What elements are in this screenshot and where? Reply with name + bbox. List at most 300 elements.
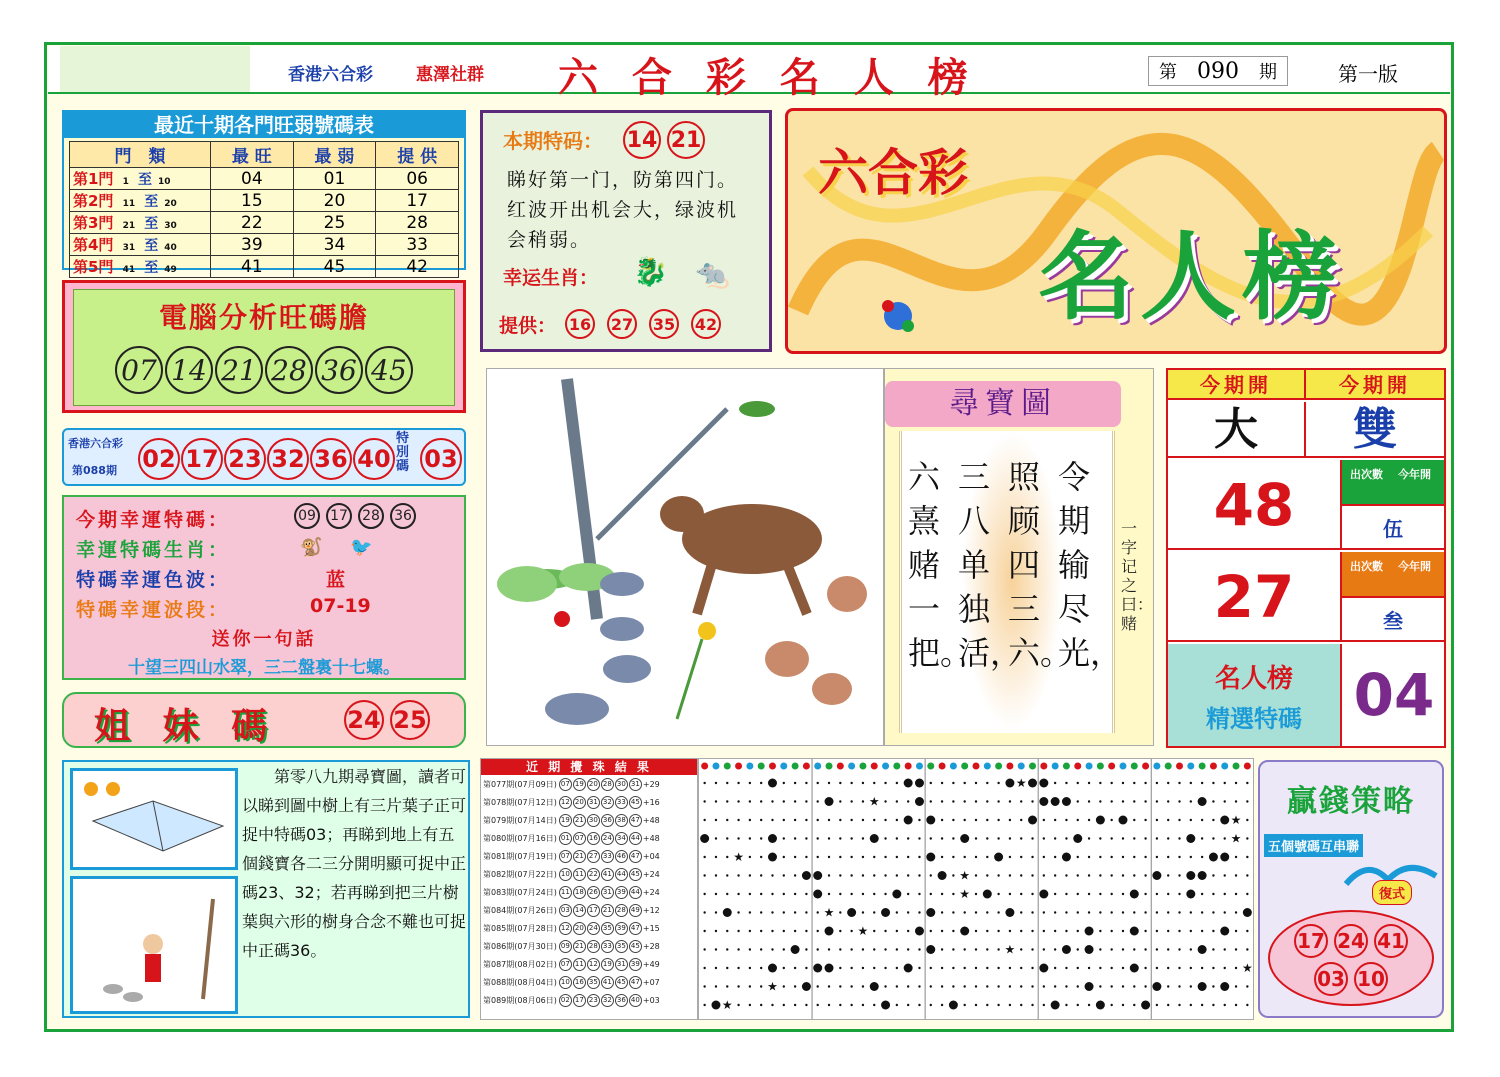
grid-dot: [1088, 911, 1090, 913]
grid-dot: [726, 985, 728, 987]
grid-dot: [941, 893, 943, 895]
strategy-row2: [1270, 962, 1432, 996]
grid-dot: [1122, 893, 1124, 895]
result-num: 39: [629, 958, 642, 971]
grid-header-dot: [1029, 763, 1036, 770]
result-sp: +16: [642, 797, 660, 807]
result-issue: 第088期: [483, 977, 515, 987]
results-panel: [480, 758, 698, 1020]
result-issue: 第077期: [483, 779, 515, 789]
grid-dot: [1031, 985, 1033, 987]
result-num: 20: [587, 778, 600, 791]
grid-dot: [1201, 911, 1203, 913]
grid-dot: [850, 819, 852, 821]
grid-dot: [805, 930, 807, 932]
grid-dot: [783, 911, 785, 913]
grid-dot: [896, 948, 898, 950]
grid-header-dot: [1187, 763, 1194, 770]
grid-dot: [715, 782, 717, 784]
grid-dot: [813, 871, 822, 880]
grid-dot: [907, 930, 909, 932]
grid-dot: [873, 911, 875, 913]
grid-dot: [873, 874, 875, 876]
grid-dot: [768, 964, 777, 973]
result-num: 41: [601, 868, 614, 881]
grid-dot: [817, 985, 819, 987]
grid-dot: [817, 1004, 819, 1006]
result-num: 18: [573, 886, 586, 899]
grid-dot: [850, 967, 852, 969]
strategy-tag: 復式: [1372, 880, 1412, 905]
grid-dot: [1167, 800, 1169, 802]
grid-header-dot: [995, 763, 1002, 770]
grid-dot: [862, 819, 864, 821]
sister-numbers: [344, 700, 430, 740]
result-num: 36: [615, 994, 628, 1007]
grid-dot: [1020, 819, 1022, 821]
table-header-0: 門 類: [70, 142, 211, 168]
result-num: 31: [615, 958, 628, 971]
grid-dot: [1043, 930, 1045, 932]
grid-dot: [1144, 967, 1146, 969]
door-from: 41: [119, 265, 139, 275]
grid-dot: [994, 853, 1003, 862]
strategy-ellipse: [1268, 910, 1434, 1006]
grid-dot: [794, 967, 796, 969]
result-num: 24: [587, 922, 600, 935]
number-ball: 03: [1314, 962, 1348, 996]
give-cell: 17: [376, 190, 459, 212]
grid-dot: [850, 930, 852, 932]
grid-dot: [802, 871, 811, 880]
grid-dot: [805, 967, 807, 969]
grid-dot: [825, 797, 834, 806]
grid-dot: [794, 911, 796, 913]
grid-dot: [1167, 856, 1169, 858]
min-cell: 34: [293, 234, 376, 256]
result-issue: 第083期: [483, 887, 515, 897]
grid-dot: [1235, 1004, 1237, 1006]
wang-ruo-table: [69, 141, 459, 278]
grid-dot: [783, 1004, 785, 1006]
grid-special-star: ★: [823, 905, 835, 920]
grid-dot: [1110, 800, 1112, 802]
last-result-label2: 第088期: [72, 464, 117, 477]
grid-dot: [703, 930, 705, 932]
grid-dot: [884, 856, 886, 858]
grid-dot: [749, 782, 751, 784]
grid-dot: [817, 948, 819, 950]
result-num: 02: [559, 994, 572, 1007]
grid-dot: [749, 856, 751, 858]
grid-dot: [1198, 945, 1207, 954]
grid-dot: [1212, 967, 1214, 969]
grid-dot: [703, 856, 705, 858]
grid-dot: [997, 782, 999, 784]
result-row: [481, 937, 697, 955]
grid-dot: [1122, 911, 1124, 913]
issue-number: 090: [1197, 58, 1239, 84]
grid-dot: [1178, 985, 1180, 987]
grid-dot: [1009, 930, 1011, 932]
grid-dot: [862, 856, 864, 858]
poem-column: 令期输尽光，: [1058, 458, 1123, 672]
result-date: (07月30日): [514, 941, 557, 951]
grid-dot: [1152, 982, 1161, 991]
grid-dot: [1178, 967, 1180, 969]
grid-dot: [930, 985, 932, 987]
max-cell: 39: [211, 234, 294, 256]
grid-dot: [1156, 782, 1158, 784]
grid-dot: [1031, 800, 1033, 802]
story-text: 第零八九期尋寶圖，讀者可以睇到圖中樹上有三片葉子正可捉中特碼03；再睇到地上有五個錢寶各二三分開明顯可捉中正碼23、32；若再睇到把三片樹葉與六形的樹身合念不難也可捉中正碼36。: [242, 767, 467, 960]
grid-dot: [986, 985, 988, 987]
rat-icon: 🐀: [695, 257, 730, 290]
grid-dot: [1099, 985, 1101, 987]
grid-dot: [1085, 927, 1094, 936]
grid-special-star: ★: [857, 924, 869, 938]
grid-dot: [1224, 837, 1226, 839]
result-num: 27: [587, 850, 600, 863]
grid-header-dot: [961, 763, 968, 770]
grid-dot: [805, 893, 807, 895]
grid-dot: [737, 985, 739, 987]
grid-dot: [1077, 874, 1079, 876]
grid-dot: [828, 819, 830, 821]
special-label-text: 本期特码：: [503, 129, 603, 153]
grid-dot: [1009, 874, 1011, 876]
grid-dot: [1099, 856, 1101, 858]
grid-header-dot: [780, 763, 787, 770]
grid-dot: [1235, 911, 1237, 913]
grid-dot: [1133, 948, 1135, 950]
grid-dot: [1031, 874, 1033, 876]
grid-dot: [1133, 782, 1135, 784]
grid-dot: [1077, 819, 1079, 821]
result-num: 44: [629, 886, 642, 899]
door-to-label: 至: [144, 260, 159, 276]
grid-header-dot: [871, 763, 878, 770]
grid-dot: [1122, 930, 1124, 932]
grid-dot: [1178, 874, 1180, 876]
grid-dot: [1235, 856, 1237, 858]
special-numbers: [623, 121, 705, 159]
grid-dot: [997, 819, 999, 821]
grid-header-dot: [837, 763, 844, 770]
lucky-panel: [62, 495, 466, 680]
grid-dot: [986, 856, 988, 858]
grid-dot: [1190, 819, 1192, 821]
grid-dot: [1198, 797, 1207, 806]
grid-dot: [726, 800, 728, 802]
result-num: 31: [601, 886, 614, 899]
special-label: 特別碼: [396, 431, 410, 474]
grid-dot: [1028, 779, 1037, 788]
grid-dot: [1186, 890, 1195, 899]
grid-dot: [805, 837, 807, 839]
grid-dot: [997, 948, 999, 950]
grid-dot: [896, 874, 898, 876]
result-row: [481, 901, 697, 919]
result-num: 36: [601, 814, 614, 827]
grid-dot: [1144, 800, 1146, 802]
result-num: 23: [587, 994, 600, 1007]
grid-dot: [1099, 911, 1101, 913]
dragon-icon: 🐉: [633, 255, 668, 288]
grid-dot: [975, 874, 977, 876]
grid-dot: [862, 800, 864, 802]
result-issue: 第078期: [483, 797, 515, 807]
number-ball: 40: [353, 438, 395, 480]
table-header-1: 最 旺: [211, 142, 294, 168]
grid-dot: [760, 856, 762, 858]
grid-dot: [783, 948, 785, 950]
grid-header-dot: [1040, 763, 1047, 770]
grid-dot: [1246, 874, 1248, 876]
grid-dot: [1235, 967, 1237, 969]
result-row: [481, 775, 697, 793]
result-num: 31: [587, 796, 600, 809]
grid-dot: [1009, 819, 1011, 821]
grid-dot: [952, 856, 954, 858]
grid-dot: [703, 1004, 705, 1006]
grid-dot: [960, 927, 969, 936]
result-date: (08月04日): [514, 977, 557, 987]
grid-dot: [703, 874, 705, 876]
grid-dot: [703, 985, 705, 987]
grid-dot: [1190, 930, 1192, 932]
grid-dot: [1031, 967, 1033, 969]
grid-header-dot: [1233, 763, 1240, 770]
grid-dot: [771, 911, 773, 913]
grid-dot: [817, 819, 819, 821]
grid-dot: [760, 874, 762, 876]
door-cell: [70, 234, 211, 256]
result-num: 07: [573, 832, 586, 845]
result-num: 45: [615, 976, 628, 989]
grid-dot: [737, 930, 739, 932]
grid-header-dot: [724, 763, 731, 770]
grid-dot: [715, 856, 717, 858]
grid-dot: [1020, 837, 1022, 839]
grid-dot: [1156, 893, 1158, 895]
grid-dot: [1065, 782, 1067, 784]
grid-dot: [1133, 985, 1135, 987]
grid-dot: [1054, 874, 1056, 876]
result-num: 44: [629, 832, 642, 845]
result-num: 14: [573, 904, 586, 917]
grid-dot: [850, 837, 852, 839]
grid-dot: [1212, 893, 1214, 895]
result-num: 49: [629, 904, 642, 917]
grid-dot: [1178, 856, 1180, 858]
grid-dot: [1201, 856, 1203, 858]
grid-dot: [850, 874, 852, 876]
grid-dot: [1031, 1004, 1033, 1006]
grid-dot: [794, 930, 796, 932]
grid-dot: [1099, 837, 1101, 839]
grid-dot: [1130, 964, 1139, 973]
grid-dot: [1178, 837, 1180, 839]
grid-header-dot: [1063, 763, 1070, 770]
poem-column: 照顾四三六。: [1008, 458, 1073, 672]
grid-dot: [1122, 985, 1124, 987]
grid-dot: [749, 874, 751, 876]
grid-dot: [1198, 982, 1207, 991]
grid-header-dot: [1108, 763, 1115, 770]
strategy-row1: [1270, 924, 1432, 958]
grid-dot: [1130, 890, 1139, 899]
grid-dot: [904, 816, 913, 825]
result-num: 16: [573, 976, 586, 989]
grid-dot: [892, 890, 901, 899]
result-issue: 第086期: [483, 941, 515, 951]
grid-header-dot: [973, 763, 980, 770]
grid-dot: [850, 985, 852, 987]
famous-number: 04: [1353, 661, 1435, 729]
grid-dot: [907, 948, 909, 950]
door-from: 11: [119, 199, 139, 209]
grid-dot: [737, 948, 739, 950]
number-ball: 45: [365, 346, 413, 394]
result-num: 47: [629, 850, 642, 863]
grid-dot: [1201, 930, 1203, 932]
grid-dot: [873, 782, 875, 784]
result-issue: 第079期: [483, 815, 515, 825]
result-num: 45: [629, 940, 642, 953]
result-num: 17: [587, 904, 600, 917]
grid-dot: [862, 893, 864, 895]
grid-dot: [1190, 856, 1192, 858]
grid-dot: [749, 911, 751, 913]
grid-dot: [918, 819, 920, 821]
grid-dot: [1110, 819, 1112, 821]
result-num: 03: [559, 904, 572, 917]
grid-dot: [975, 856, 977, 858]
grid-dot: [1224, 948, 1226, 950]
grid-header-dot: [848, 763, 855, 770]
grid-dot: [749, 948, 751, 950]
grid-dot: [941, 967, 943, 969]
right-n2: 27: [1168, 552, 1342, 642]
grid-dot: [1054, 856, 1056, 858]
grid-dot: [1065, 1004, 1067, 1006]
door-to-label: 至: [144, 216, 159, 232]
grid-dot: [839, 800, 841, 802]
grid-dot: [1122, 967, 1124, 969]
grid-dot: [884, 948, 886, 950]
grid-dot: [760, 985, 762, 987]
grid-special-star: ★: [1241, 961, 1253, 975]
result-sp: +04: [642, 851, 660, 861]
grid-dot: [862, 782, 864, 784]
grid-header-dot: [1153, 763, 1160, 770]
grid-dot: [1156, 819, 1158, 821]
grid-dot: [1054, 930, 1056, 932]
grid-dot: [1088, 856, 1090, 858]
poem-column: 三八单独活，: [958, 458, 1023, 672]
grid-dot: [794, 819, 796, 821]
result-sp: +07: [642, 977, 660, 987]
right-n1: 48: [1168, 460, 1342, 550]
grid-dot: [715, 837, 717, 839]
grid-dot: [884, 985, 886, 987]
grid-dot: [1005, 908, 1014, 917]
grid-dot: [960, 834, 969, 843]
grid-dot: [997, 911, 999, 913]
table-header-2: 最 弱: [293, 142, 376, 168]
grid-dot: [975, 893, 977, 895]
grid-dot: [1043, 856, 1045, 858]
grid-dot: [896, 819, 898, 821]
grid-dot: [1212, 819, 1214, 821]
door-cell: [70, 168, 211, 190]
result-sp: +24: [642, 869, 660, 879]
grid-dot: [1212, 1004, 1214, 1006]
grid-dot: [1167, 893, 1169, 895]
grid-header-dot: [939, 763, 946, 770]
grid-dot: [1156, 930, 1158, 932]
grid-dot: [850, 1004, 852, 1006]
grid-dot: [805, 782, 807, 784]
grid-dot: [975, 930, 977, 932]
result-issue: 第081期: [483, 851, 515, 861]
child-drawing: [70, 876, 238, 1014]
grid-header-dot: [746, 763, 753, 770]
grid-header-dot: [1131, 763, 1138, 770]
ox-drawing: [486, 368, 884, 746]
grid-dot: [1122, 948, 1124, 950]
grid-dot: [873, 948, 875, 950]
grid-dot: [1039, 890, 1048, 899]
result-date: (07月19日): [514, 851, 557, 861]
result-num: 21: [573, 814, 586, 827]
right-tag2: 出次數 今年開: [1342, 552, 1444, 598]
grid-dot: [930, 837, 932, 839]
grid-dot: [760, 819, 762, 821]
number-ball: 14: [165, 346, 213, 394]
grid-dot: [1009, 1004, 1011, 1006]
grid-dot: [771, 930, 773, 932]
number-ball: 17: [1294, 924, 1328, 958]
results-list: [481, 775, 697, 1009]
grid-dot: [915, 927, 924, 936]
banner-main: 名人榜: [1038, 221, 1344, 333]
result-issue: 第084期: [483, 905, 515, 915]
grid-dot: [907, 837, 909, 839]
grid-dot: [986, 819, 988, 821]
grid-dot: [1122, 800, 1124, 802]
grid-dot: [828, 874, 830, 876]
number-ball: 14: [623, 121, 661, 159]
grid-dot: [1220, 853, 1229, 862]
grid-dot: [1190, 800, 1192, 802]
grid-dot: [783, 819, 785, 821]
grid-dot: [884, 893, 886, 895]
door-to: 40: [164, 243, 177, 253]
grid-dot: [1167, 782, 1169, 784]
grid-dot: [726, 948, 728, 950]
grid-dot: [884, 930, 886, 932]
grid-dot: [1246, 930, 1248, 932]
grid-dot: [715, 948, 717, 950]
grid-dot: [884, 800, 886, 802]
result-sp: +15: [642, 923, 660, 933]
result-num: 47: [629, 814, 642, 827]
grid-dot: [952, 967, 954, 969]
grid-dot: [1031, 930, 1033, 932]
lucky-v4: 07-19: [310, 595, 371, 617]
